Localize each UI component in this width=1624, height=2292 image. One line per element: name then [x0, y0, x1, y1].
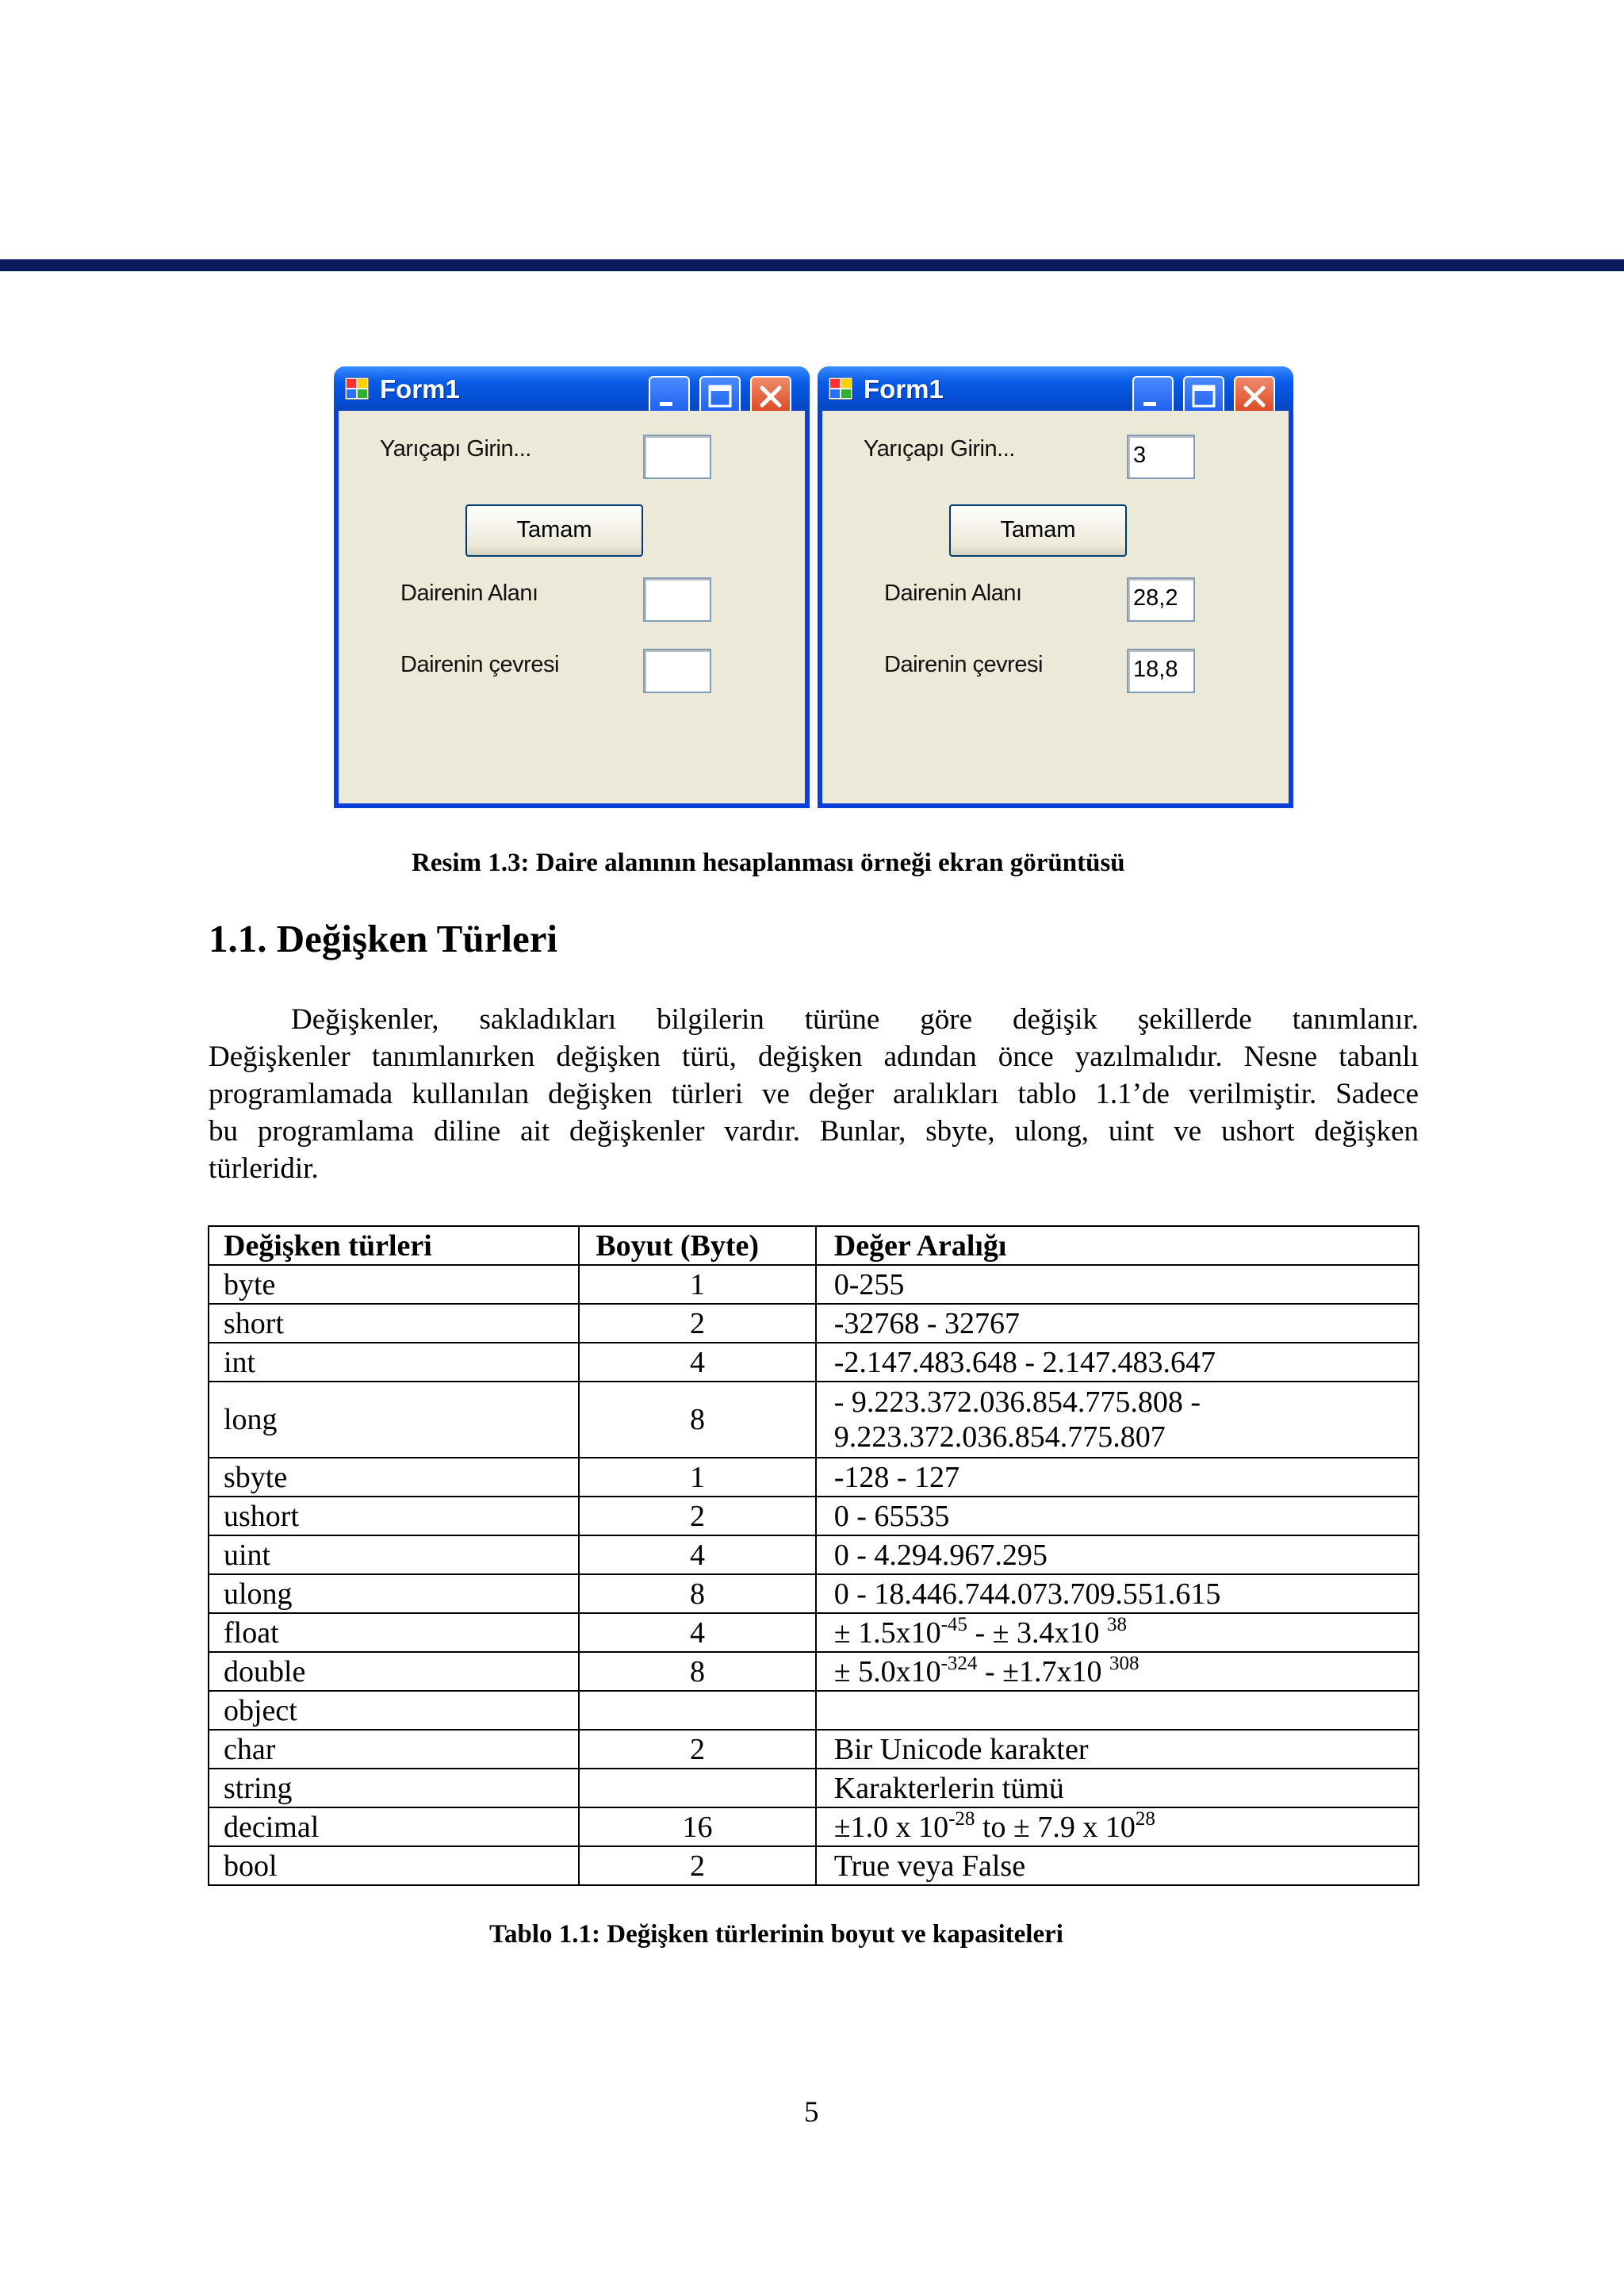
range-exponent: -28 — [948, 1807, 975, 1830]
table-row — [209, 1730, 1419, 1769]
range-exponent: -324 — [940, 1652, 978, 1674]
size-cell: 16 — [579, 1807, 816, 1846]
table-row — [209, 1535, 1419, 1574]
maximize-icon — [1185, 378, 1223, 416]
type-cell: int — [209, 1343, 579, 1382]
range-part: to ± 7.9 x 10 — [975, 1810, 1136, 1844]
range-line: 9.223.372.036.854.775.807 — [833, 1420, 1166, 1454]
table-header-row — [209, 1226, 1419, 1265]
app-icon — [345, 378, 369, 400]
table-row — [209, 1265, 1419, 1304]
area-output[interactable] — [643, 577, 711, 622]
paragraph-line: türleridir. — [209, 1152, 319, 1185]
range-cell: 0 - 4.294.967.295 — [816, 1535, 1419, 1574]
table-row — [209, 1497, 1419, 1535]
close-icon — [752, 378, 790, 416]
type-cell: string — [209, 1769, 579, 1807]
range-cell — [816, 1691, 1419, 1730]
range-cell: True veya False — [816, 1846, 1419, 1885]
section-heading: 1.1. Değişken Türleri — [209, 917, 558, 960]
radius-label: Yarıçapı Girin... — [864, 436, 1015, 462]
header-rule — [0, 259, 1624, 271]
range-cell — [816, 1613, 1419, 1652]
table-row — [209, 1304, 1419, 1343]
size-cell: 1 — [579, 1265, 816, 1304]
range-line: - 9.223.372.036.854.775.808 - — [833, 1386, 1201, 1419]
table-header-cell: Değer Aralığı — [816, 1226, 1419, 1265]
range-exponent: 38 — [1106, 1613, 1127, 1635]
window-titlebar[interactable] — [818, 366, 1293, 411]
range-cell: Karakterlerin tümü — [816, 1769, 1419, 1807]
size-cell: 2 — [579, 1304, 816, 1343]
size-cell — [579, 1691, 816, 1730]
perimeter-output[interactable]: 18,8 — [1127, 649, 1195, 693]
range-cell: Bir Unicode karakter — [816, 1730, 1419, 1769]
body-paragraph — [209, 1001, 1419, 1187]
size-cell: 8 — [579, 1574, 816, 1613]
table-caption: Tablo 1.1: Değişken türlerinin boyut ve kapasiteleri — [489, 1920, 1063, 1949]
paragraph-line: Değişkenler tanımlanırken değişken türü, değişken adından önce yazılmalıdır. Nesne tabanlı — [209, 1041, 1419, 1073]
maximize-icon — [701, 378, 739, 416]
size-cell: 8 — [579, 1652, 816, 1691]
table-row — [209, 1652, 1419, 1691]
table-header-cell: Değişken türleri — [209, 1226, 579, 1265]
ok-button[interactable]: Tamam — [465, 504, 643, 557]
area-label: Dairenin Alanı — [400, 581, 538, 606]
window-client-area — [339, 411, 805, 803]
size-cell: 4 — [579, 1535, 816, 1574]
size-cell: 1 — [579, 1458, 816, 1497]
close-icon — [1235, 378, 1274, 416]
perimeter-label: Dairenin çevresi — [884, 652, 1043, 677]
type-cell: object — [209, 1691, 579, 1730]
table-row — [209, 1382, 1419, 1458]
range-part: ±1.0 x 10 — [833, 1810, 949, 1844]
variable-types-table — [208, 1225, 1419, 1886]
range-cell: 0 - 18.446.744.073.709.551.615 — [816, 1574, 1419, 1613]
table-row — [209, 1846, 1419, 1885]
area-output[interactable]: 28,2 — [1127, 577, 1195, 622]
type-cell: uint — [209, 1535, 579, 1574]
range-cell: -32768 - 32767 — [816, 1304, 1419, 1343]
size-cell: 8 — [579, 1382, 816, 1458]
table-row — [209, 1458, 1419, 1497]
radius-input[interactable]: 3 — [1127, 435, 1195, 479]
table-header-cell: Boyut (Byte) — [579, 1226, 816, 1265]
range-cell — [816, 1652, 1419, 1691]
size-cell: 2 — [579, 1497, 816, 1535]
range-cell — [816, 1807, 1419, 1846]
range-exponent: 308 — [1109, 1652, 1139, 1674]
type-cell: bool — [209, 1846, 579, 1885]
type-cell: ulong — [209, 1574, 579, 1613]
size-cell: 2 — [579, 1730, 816, 1769]
type-cell: char — [209, 1730, 579, 1769]
app-icon — [829, 378, 852, 400]
range-cell: 0-255 — [816, 1265, 1419, 1304]
type-cell: ushort — [209, 1497, 579, 1535]
table-row — [209, 1769, 1419, 1807]
range-cell: -128 - 127 — [816, 1458, 1419, 1497]
table-row — [209, 1691, 1419, 1730]
size-cell: 2 — [579, 1846, 816, 1885]
radius-input[interactable] — [643, 435, 711, 479]
size-cell: 4 — [579, 1343, 816, 1382]
window-title: Form1 — [380, 374, 460, 404]
window-title: Form1 — [864, 374, 944, 404]
range-cell: 0 - 65535 — [816, 1497, 1419, 1535]
range-part: - ± 3.4x10 — [967, 1616, 1107, 1650]
size-cell: 4 — [579, 1613, 816, 1652]
ok-button[interactable]: Tamam — [949, 504, 1127, 557]
table-row — [209, 1574, 1419, 1613]
table-row — [209, 1613, 1419, 1652]
paragraph-line: Değişkenler, sakladıkları bilgilerin türüne göre değişik şekillerde tanımlanır. — [291, 1003, 1419, 1036]
perimeter-label: Dairenin çevresi — [400, 652, 559, 677]
page-number: 5 — [804, 2096, 819, 2129]
range-cell: -2.147.483.648 - 2.147.483.647 — [816, 1343, 1419, 1382]
range-part: ± 1.5x10 — [833, 1616, 941, 1650]
form-window-filled — [818, 366, 1293, 808]
radius-label: Yarıçapı Girin... — [380, 436, 531, 462]
perimeter-output[interactable] — [643, 649, 711, 693]
type-cell: short — [209, 1304, 579, 1343]
window-titlebar[interactable] — [334, 366, 810, 411]
size-cell — [579, 1769, 816, 1807]
paragraph-line: bu programlama diline ait değişkenler vardır. Bunlar, sbyte, ulong, uint ve ushort değişken — [209, 1115, 1419, 1148]
type-cell: sbyte — [209, 1458, 579, 1497]
window-client-area — [822, 411, 1289, 803]
figure-caption: Resim 1.3: Daire alanının hesaplanması örneği ekran görüntüsü — [412, 849, 1125, 877]
type-cell: decimal — [209, 1807, 579, 1846]
minimize-icon — [650, 378, 688, 416]
table-row — [209, 1343, 1419, 1382]
type-cell: long — [209, 1382, 579, 1458]
range-part: ± 5.0x10 — [833, 1654, 941, 1688]
range-exponent: 28 — [1135, 1807, 1155, 1830]
range-part: - ±1.7x10 — [977, 1654, 1109, 1688]
range-exponent: -45 — [940, 1613, 967, 1635]
type-cell: byte — [209, 1265, 579, 1304]
paragraph-line: programlamada kullanılan değişken türleri ve değer aralıkları tablo 1.1’de verilmiştir. Sadece — [209, 1078, 1419, 1110]
area-label: Dairenin Alanı — [884, 581, 1022, 606]
range-cell — [816, 1382, 1419, 1458]
minimize-icon — [1134, 378, 1172, 416]
form-window-empty — [334, 366, 810, 808]
table-row — [209, 1807, 1419, 1846]
type-cell: double — [209, 1652, 579, 1691]
type-cell: float — [209, 1613, 579, 1652]
